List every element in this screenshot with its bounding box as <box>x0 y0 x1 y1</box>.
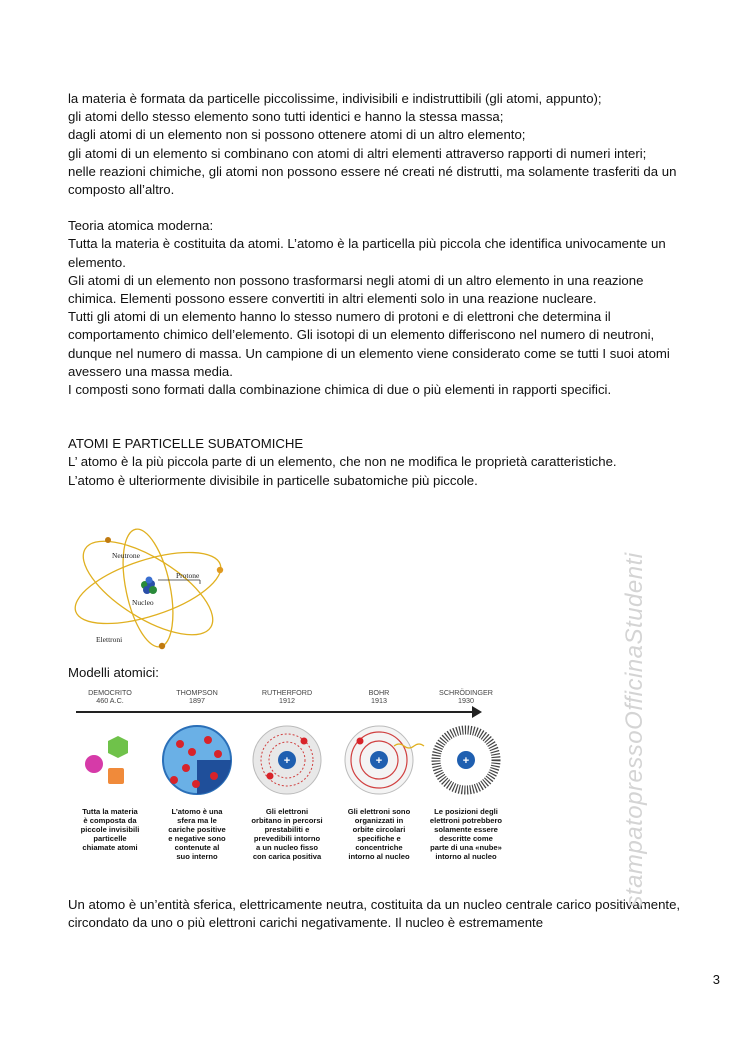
label-nucleus: Nucleo <box>132 598 154 607</box>
svg-text:Gli elettroni sono: Gli elettroni sono <box>347 807 411 816</box>
label-neutron: Neutrone <box>112 551 140 560</box>
svg-text:e negative sono: e negative sono <box>168 834 226 843</box>
model-name: RUTHERFORD <box>261 688 313 697</box>
svg-text:prestabiliti e: prestabiliti e <box>264 825 310 834</box>
intro-line: nelle reazioni chimiche, gli atomi non possono essere né creati né distrutti, ma solamente trasferiti da un composto all’altro. <box>68 163 677 198</box>
svg-text:chiamate atomi: chiamate atomi <box>82 843 138 852</box>
model-name: THOMPSON <box>176 688 218 697</box>
model-year: 1912 <box>279 696 295 705</box>
closing-block <box>68 896 688 932</box>
svg-text:elettroni potrebbero: elettroni potrebbero <box>429 816 503 825</box>
intro-line: dagli atomi di un elemento non si possono ottenere atomi di un altro elemento; <box>68 127 526 143</box>
section-title: ATOMI E PARTICELLE SUBATOMICHE <box>68 436 304 452</box>
svg-text:intorno al nucleo: intorno al nucleo <box>348 852 410 861</box>
svg-text:orbite circolari: orbite circolari <box>352 825 406 834</box>
svg-text:suo interno: suo interno <box>176 852 218 861</box>
svg-text:prevedibili intorno: prevedibili intorno <box>253 834 321 843</box>
model-year: 460 A.C. <box>96 696 124 705</box>
svg-text:cariche positive: cariche positive <box>168 825 226 834</box>
svg-text:Gli elettroni: Gli elettroni <box>265 807 309 816</box>
svg-text:è composta da: è composta da <box>83 816 137 825</box>
atom-diagram <box>68 522 228 656</box>
page-number: 3 <box>712 972 720 987</box>
svg-text:organizzati in: organizzati in <box>354 816 404 825</box>
intro-line: la materia è formata da particelle piccolissime, indivisibili e indistruttibili (gli atomi, appunto); <box>68 91 602 106</box>
svg-text:+: + <box>283 755 291 767</box>
modern-line: Tutta la materia è costituita da atomi. L’atomo è la particella più piccola che identifica univocamente un elemento. <box>68 236 666 270</box>
closing-line: Un atomo è un’entità sferica, elettricamente neutra, costituita da un nucleo centrale carico positivamente, circondato da uno o più elettroni carichi negativamente. Il nucleo è estremamente <box>68 897 681 931</box>
svg-text:specifiche e: specifiche e <box>357 834 401 843</box>
watermark: stampatopressoOfficinaStudenti <box>621 552 648 908</box>
svg-text:solamente essere: solamente essere <box>434 825 498 834</box>
modern-line: Gli atomi di un elemento non possono trasformarsi negli atomi di un altro elemento in una reazione chimica. Elementi possono essere convertiti in altri elementi solo in una reazione nucleare. <box>68 272 644 307</box>
svg-text:contenute al: contenute al <box>174 843 220 852</box>
model-desc <box>251 807 322 861</box>
bohr-model <box>345 726 424 794</box>
modern-theory-title: Teoria atomica moderna: <box>68 218 214 234</box>
model-year: 1930 <box>458 696 474 705</box>
svg-text:Le posizioni degli: Le posizioni degli <box>434 807 498 816</box>
svg-text:descritte come: descritte come <box>439 834 493 843</box>
svg-text:L’atomo è una: L’atomo è una <box>171 807 223 816</box>
svg-text:a un nucleo fisso: a un nucleo fisso <box>255 843 319 852</box>
model-desc <box>430 807 503 861</box>
svg-text:sfera ma le: sfera ma le <box>177 816 217 825</box>
atomic-models-figure <box>68 684 503 861</box>
democrito-model <box>85 736 128 784</box>
rutherford-model <box>253 726 321 794</box>
electron <box>105 537 111 543</box>
svg-text:+: + <box>375 755 383 767</box>
svg-text:piccole invisibili: piccole invisibili <box>80 825 140 834</box>
intro-line: gli atomi dello stesso elemento sono tutti identici e hanno la stessa massa; <box>68 109 504 125</box>
model-year: 1897 <box>189 696 205 705</box>
modern-line: Tutti gli atomi di un elemento hanno lo stesso numero di protoni e di elettroni che determina il comportamento chimico dell’elemento. Gli isotopi di un elemento differiscono nel numero di neutroni, dunque nel numero di massa. Un campione di un elemento viene considerato come se tutti I suoi atomi avessero una massa media. <box>68 309 670 379</box>
thompson-model <box>163 726 231 794</box>
section-line: L’atomo è ulteriormente divisibile in particelle subatomiche più piccole. <box>68 472 478 488</box>
schrodinger-model <box>436 730 496 790</box>
electron <box>217 567 223 573</box>
model-desc <box>81 807 140 852</box>
intro-block <box>68 90 688 490</box>
model-year: 1913 <box>371 696 387 705</box>
section-line: L’ atomo è la più piccola parte di un elemento, che non ne modifica le proprietà caratteristiche. <box>68 454 617 470</box>
electron <box>159 643 165 649</box>
svg-text:+: + <box>462 755 470 767</box>
model-name: DEMOCRITO <box>88 688 132 697</box>
model-desc <box>348 807 411 861</box>
svg-text:parte di una «nube»: parte di una «nube» <box>430 843 502 852</box>
label-electrons: Elettroni <box>96 635 123 644</box>
model-name: SCHRÖDINGER <box>439 688 493 697</box>
intro-line: gli atomi di un elemento si combinano con atomi di altri elementi attraverso rapporti di numeri interi; <box>68 145 647 161</box>
svg-text:con carica positiva: con carica positiva <box>252 852 322 861</box>
svg-text:intorno al nucleo: intorno al nucleo <box>435 852 497 861</box>
svg-text:orbitano in percorsi: orbitano in percorsi <box>251 816 323 825</box>
svg-text:particelle: particelle <box>93 834 127 843</box>
svg-text:concentriche: concentriche <box>355 843 403 852</box>
label-proton: Protone <box>176 571 200 580</box>
svg-text:Tutta la materia: Tutta la materia <box>82 807 138 816</box>
modern-line: I composti sono formati dalla combinazione chimica di due o più elementi in rapporti specifici. <box>68 382 612 398</box>
models-heading-wrap <box>68 664 688 682</box>
model-desc <box>168 807 226 861</box>
model-name: BOHR <box>368 688 390 697</box>
models-title: Modelli atomici: <box>68 665 159 680</box>
nucleus <box>141 577 157 595</box>
